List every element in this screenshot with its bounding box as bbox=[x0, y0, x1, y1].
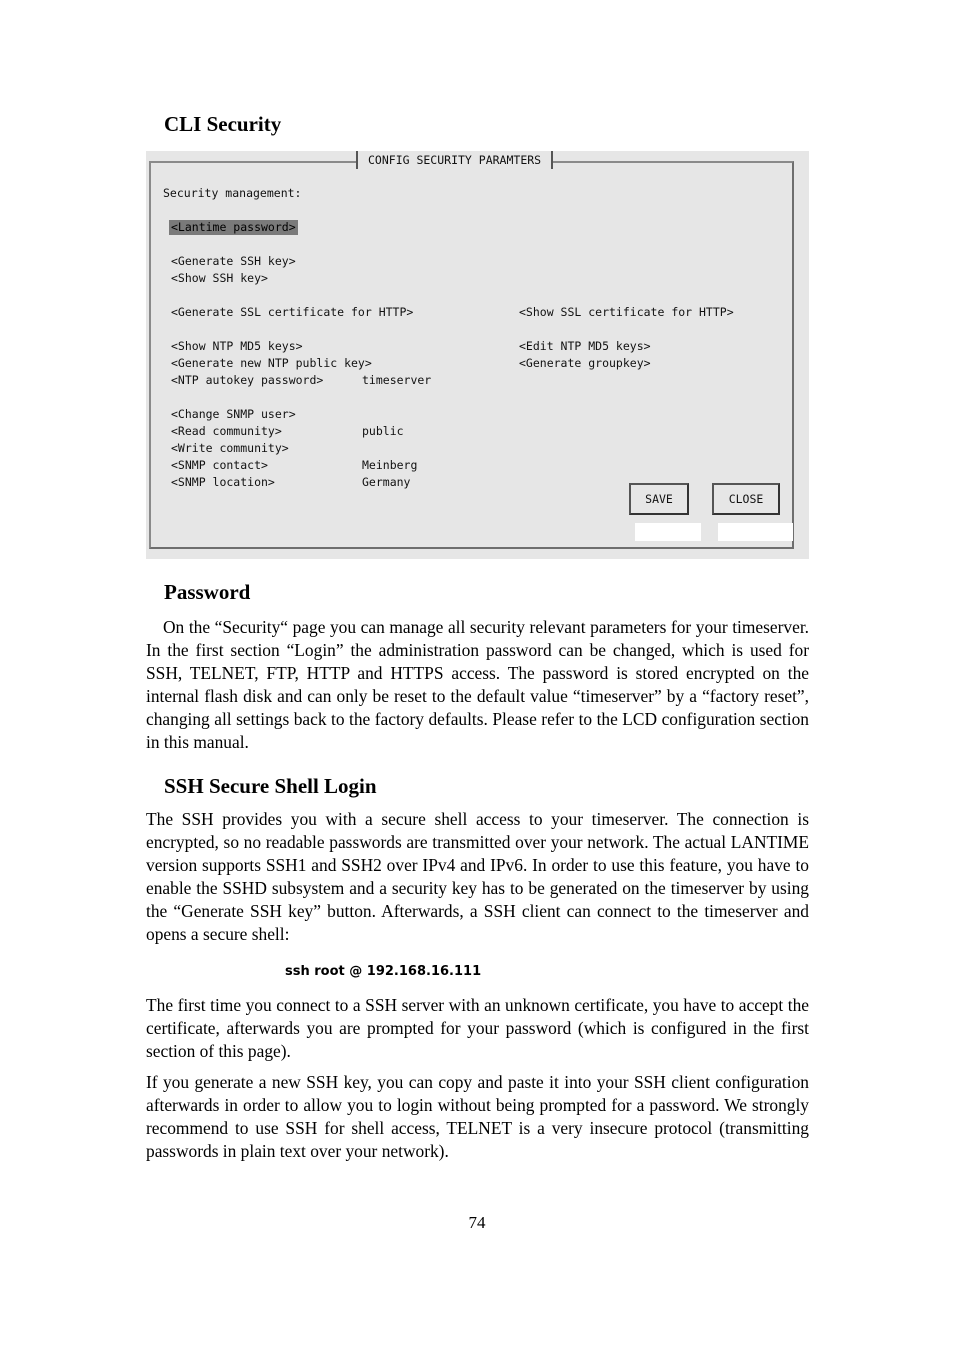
show-ssh-key-option[interactable]: <Show SSH key> bbox=[171, 271, 268, 285]
save-button-shadow bbox=[635, 523, 701, 541]
ntp-autokey-password-option[interactable]: <NTP autokey password> bbox=[171, 373, 324, 387]
ssh-command: ssh root @ 192.168.16.111 bbox=[285, 964, 482, 979]
generate-ntp-public-key-option[interactable]: <Generate new NTP public key> bbox=[171, 356, 372, 370]
cli-security-terminal bbox=[146, 151, 809, 559]
heading-cli-security: CLI Security bbox=[164, 112, 282, 136]
security-management-label: Security management: bbox=[163, 186, 302, 200]
heading-password: Password bbox=[164, 580, 251, 604]
ssh-paragraph-1: The SSH provides you with a secure shell access to your timeserver. The connection is encrypted, so no readable passwords are transmitted over your network. The actual LANTIME version supports SSH1 and SSH2 over IPv4 and IPv6. In order to use this feature, you have to enable the SSHD subsystem and a security key has to be generated on the timeserver by using the “Generate SSH key” button. Afterwards, a SSH client can connect to the timeserver and opens a secure shell: bbox=[146, 809, 809, 944]
save-button[interactable]: SAVE bbox=[629, 483, 689, 515]
generate-groupkey-option[interactable]: <Generate groupkey> bbox=[519, 356, 651, 370]
ntp-autokey-password-value: timeserver bbox=[362, 373, 432, 387]
close-button-shadow bbox=[718, 523, 793, 541]
read-community-option[interactable]: <Read community> bbox=[171, 424, 282, 438]
generate-ssl-certificate-option[interactable]: <Generate SSL certificate for HTTP> bbox=[171, 305, 414, 319]
snmp-location-option[interactable]: <SNMP location> bbox=[171, 475, 275, 489]
password-paragraph: On the “Security“ page you can manage all security relevant parameters for your timeserver. In the first section “Login” the administration password can be changed, which is used for SSH, TELNET, FTP, HTTP and HTTPS access. The password is stored encrypted on the internal flash disk and can only be reset to the default value “timeserver” by a “factory reset”, changing all settings back to the factory defaults. Please refer to the LCD configuration section in this manual. bbox=[146, 617, 809, 752]
ssh-paragraph-2: The first time you connect to a SSH server with an unknown certificate, you have to accept the certificate, afterwards you are prompted for your password (which is configured in the first section of this page). bbox=[146, 995, 809, 1061]
snmp-contact-value: Meinberg bbox=[362, 458, 418, 472]
read-community-value: public bbox=[362, 424, 404, 438]
page-number: 74 bbox=[468, 1213, 486, 1232]
generate-ssh-key-option[interactable]: <Generate SSH key> bbox=[171, 254, 296, 268]
heading-ssh: SSH Secure Shell Login bbox=[164, 774, 377, 798]
snmp-location-value: Germany bbox=[362, 475, 411, 489]
edit-ntp-md5-keys-option[interactable]: <Edit NTP MD5 keys> bbox=[519, 339, 651, 353]
change-snmp-user-option[interactable]: <Change SNMP user> bbox=[171, 407, 296, 421]
show-ntp-md5-keys-option[interactable]: <Show NTP MD5 keys> bbox=[171, 339, 303, 353]
close-button[interactable]: CLOSE bbox=[712, 483, 780, 515]
write-community-option[interactable]: <Write community> bbox=[171, 441, 289, 455]
show-ssl-certificate-option[interactable]: <Show SSL certificate for HTTP> bbox=[519, 305, 734, 319]
snmp-contact-option[interactable]: <SNMP contact> bbox=[171, 458, 268, 472]
lantime-password-option[interactable]: <Lantime password> bbox=[171, 220, 296, 234]
terminal-title: CONFIG SECURITY PARAMTERS bbox=[356, 151, 553, 169]
ssh-paragraph-3: If you generate a new SSH key, you can copy and paste it into your SSH client configuration afterwards in order to allow you to login without being prompted for a password. We strongly recommend to use SSH for shell access, TELNET is a very insecure protocol (transmitting passwords in plain text over your network). bbox=[146, 1072, 809, 1161]
